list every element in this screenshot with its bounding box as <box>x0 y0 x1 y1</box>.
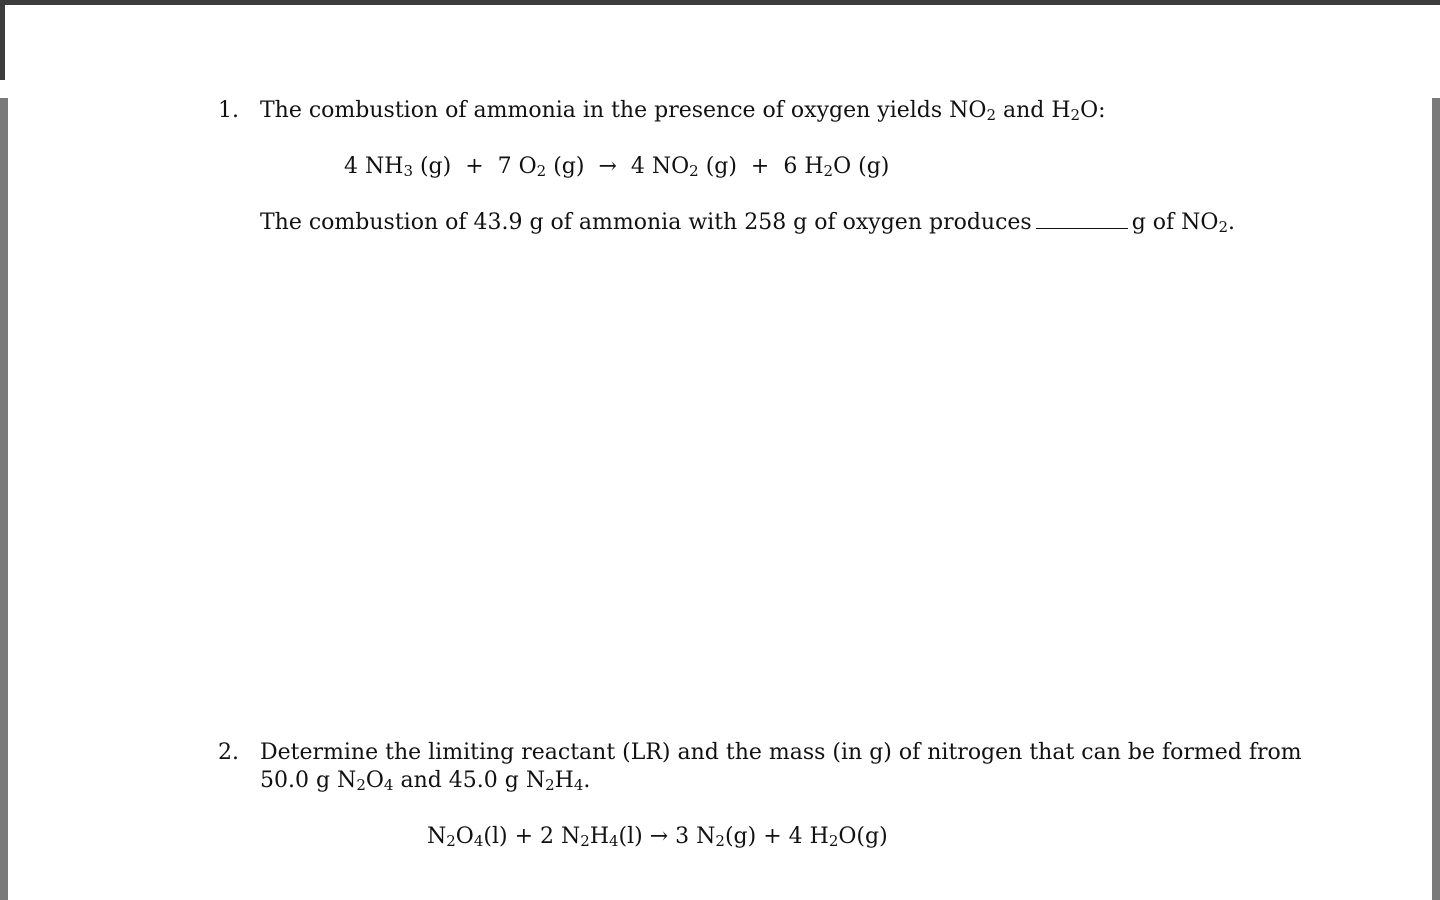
left-edge-dark <box>0 5 5 80</box>
q1-equation: 4 $NH_3$ (g) + 7 $O_2$ (g) → 4 $NO_2$ (g) + 6 $H_2O$ (g) <box>344 154 890 180</box>
q1-question: The combustion of 43.9 g of ammonia with 258 g of oxygen produces g of $NO_2$. <box>260 210 1236 236</box>
right-scrollbar-gutter[interactable] <box>1432 98 1440 900</box>
q2-line1: Determine the limiting reactant (LR) and the mass (in g) of nitrogen that can be formed from <box>260 740 1302 765</box>
document-page <box>8 5 1432 900</box>
q2-line2: 50.0 g $N_2O_4$ and 45.0 g $N_2H_4$. <box>260 768 591 794</box>
q1-intro: The combustion of ammonia in the presence of oxygen yields $NO_2$ and $H_2O$: <box>260 98 1106 124</box>
window-top-border <box>0 0 1440 5</box>
q1-answer-blank[interactable] <box>1036 210 1128 229</box>
left-gutter <box>0 98 8 900</box>
q2-number: 2. <box>218 740 239 765</box>
q2-equation: $N_2O_4(l) + 2$ $N_2H_4(l) \to 3$ $N_2(g) + 4$ $H_2O(g)$ <box>427 824 888 850</box>
q1-number: 1. <box>218 98 239 123</box>
